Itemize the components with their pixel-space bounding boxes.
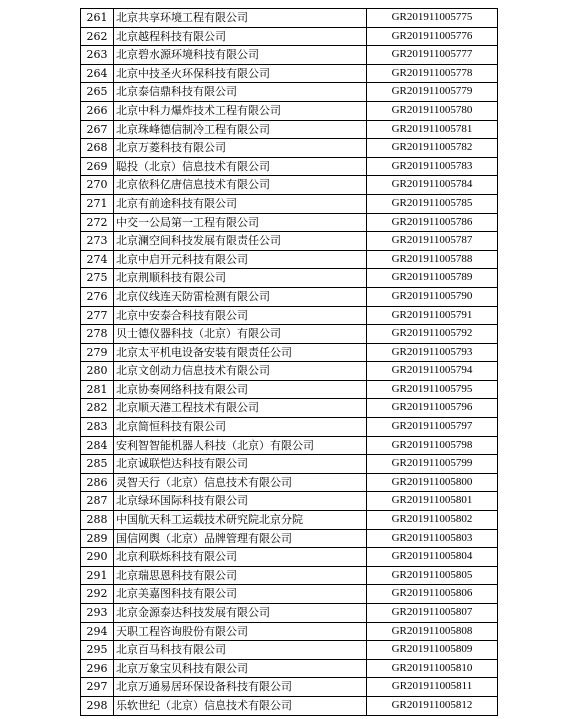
certificate-number: GR201911005776 (367, 27, 498, 46)
row-number: 262 (81, 27, 114, 46)
certificate-number: GR201911005786 (367, 213, 498, 232)
company-name: 北京共享环境工程有限公司 (114, 9, 367, 28)
table-row (81, 548, 498, 567)
certificate-number: GR201911005807 (367, 604, 498, 623)
row-number: 279 (81, 343, 114, 362)
company-name: 北京中安泰合科技有限公司 (114, 306, 367, 325)
table-row (81, 101, 498, 120)
table-row (81, 641, 498, 660)
table-row (81, 46, 498, 65)
table-row (81, 473, 498, 492)
certificate-number: GR201911005780 (367, 101, 498, 120)
row-number: 273 (81, 232, 114, 251)
certificate-number: GR201911005788 (367, 250, 498, 269)
company-name: 北京中技圣火环保科技有限公司 (114, 64, 367, 83)
table-body (81, 9, 498, 716)
certificate-number: GR201911005787 (367, 232, 498, 251)
company-name: 北京依科亿唐信息技术有限公司 (114, 176, 367, 195)
row-number: 295 (81, 641, 114, 660)
certificate-number: GR201911005805 (367, 566, 498, 585)
company-name: 北京万菱科技有限公司 (114, 139, 367, 158)
certificate-number: GR201911005809 (367, 641, 498, 660)
table-row (81, 232, 498, 251)
table-row (81, 696, 498, 715)
certificate-number: GR201911005782 (367, 139, 498, 158)
certificate-number: GR201911005800 (367, 473, 498, 492)
row-number: 274 (81, 250, 114, 269)
certificate-number: GR201911005778 (367, 64, 498, 83)
table-row (81, 380, 498, 399)
row-number: 278 (81, 325, 114, 344)
company-registry-table (80, 8, 498, 716)
company-name: 聪投（北京）信息技术有限公司 (114, 157, 367, 176)
company-name: 北京美嘉图科技有限公司 (114, 585, 367, 604)
certificate-number: GR201911005799 (367, 455, 498, 474)
table-row (81, 176, 498, 195)
certificate-number: GR201911005804 (367, 548, 498, 567)
certificate-number: GR201911005790 (367, 287, 498, 306)
table-row (81, 622, 498, 641)
table-row (81, 27, 498, 46)
row-number: 280 (81, 362, 114, 381)
table-row (81, 120, 498, 139)
table-row (81, 566, 498, 585)
table-row (81, 287, 498, 306)
company-name: 北京碧水源环境科技有限公司 (114, 46, 367, 65)
company-name: 北京百马科技有限公司 (114, 641, 367, 660)
row-number: 288 (81, 511, 114, 530)
row-number: 271 (81, 194, 114, 213)
row-number: 275 (81, 269, 114, 288)
certificate-number: GR201911005779 (367, 83, 498, 102)
company-name: 北京荆顺科技有限公司 (114, 269, 367, 288)
row-number: 266 (81, 101, 114, 120)
company-name: 中国航天科工运载技术研究院北京分院 (114, 511, 367, 530)
row-number: 294 (81, 622, 114, 641)
row-number: 268 (81, 139, 114, 158)
row-number: 292 (81, 585, 114, 604)
row-number: 284 (81, 436, 114, 455)
table-row (81, 213, 498, 232)
certificate-number: GR201911005793 (367, 343, 498, 362)
row-number: 286 (81, 473, 114, 492)
company-name: 安利智智能机器人科技（北京）有限公司 (114, 436, 367, 455)
certificate-number: GR201911005783 (367, 157, 498, 176)
certificate-number: GR201911005795 (367, 380, 498, 399)
company-name: 北京诚联恺达科技有限公司 (114, 455, 367, 474)
table-row (81, 511, 498, 530)
company-name: 北京简恒科技有限公司 (114, 418, 367, 437)
table-row (81, 436, 498, 455)
company-name: 北京文创动力信息技术有限公司 (114, 362, 367, 381)
table-row (81, 83, 498, 102)
company-name: 北京澜空间科技发展有限责任公司 (114, 232, 367, 251)
certificate-number: GR201911005810 (367, 659, 498, 678)
row-number: 269 (81, 157, 114, 176)
row-number: 291 (81, 566, 114, 585)
table-row (81, 659, 498, 678)
table-row (81, 399, 498, 418)
certificate-number: GR201911005777 (367, 46, 498, 65)
certificate-number: GR201911005806 (367, 585, 498, 604)
table-row (81, 343, 498, 362)
table-row (81, 455, 498, 474)
row-number: 287 (81, 492, 114, 511)
certificate-number: GR201911005792 (367, 325, 498, 344)
company-name: 北京有前途科技有限公司 (114, 194, 367, 213)
table-row (81, 269, 498, 288)
row-number: 264 (81, 64, 114, 83)
company-name: 北京中启开元科技有限公司 (114, 250, 367, 269)
row-number: 276 (81, 287, 114, 306)
row-number: 270 (81, 176, 114, 195)
row-number: 272 (81, 213, 114, 232)
certificate-number: GR201911005811 (367, 678, 498, 697)
table-row (81, 585, 498, 604)
row-number: 277 (81, 306, 114, 325)
table-row (81, 492, 498, 511)
row-number: 267 (81, 120, 114, 139)
certificate-number: GR201911005801 (367, 492, 498, 511)
row-number: 263 (81, 46, 114, 65)
certificate-number: GR201911005796 (367, 399, 498, 418)
table-row (81, 64, 498, 83)
certificate-number: GR201911005812 (367, 696, 498, 715)
company-name: 贝士德仪器科技（北京）有限公司 (114, 325, 367, 344)
row-number: 282 (81, 399, 114, 418)
company-name: 乐软世纪（北京）信息技术有限公司 (114, 696, 367, 715)
company-name: 北京万象宝贝科技有限公司 (114, 659, 367, 678)
certificate-number: GR201911005798 (367, 436, 498, 455)
table-row (81, 194, 498, 213)
table-row (81, 139, 498, 158)
certificate-number: GR201911005808 (367, 622, 498, 641)
certificate-number: GR201911005803 (367, 529, 498, 548)
company-name: 北京万通易居环保设备科技有限公司 (114, 678, 367, 697)
company-name: 中交一公局第一工程有限公司 (114, 213, 367, 232)
row-number: 298 (81, 696, 114, 715)
table-row (81, 306, 498, 325)
certificate-number: GR201911005785 (367, 194, 498, 213)
row-number: 296 (81, 659, 114, 678)
company-name: 北京仪线连天防雷检测有限公司 (114, 287, 367, 306)
table-row (81, 529, 498, 548)
certificate-number: GR201911005784 (367, 176, 498, 195)
row-number: 261 (81, 9, 114, 28)
certificate-number: GR201911005794 (367, 362, 498, 381)
row-number: 283 (81, 418, 114, 437)
company-name: 北京利联烁科技有限公司 (114, 548, 367, 567)
table-row (81, 250, 498, 269)
certificate-number: GR201911005789 (367, 269, 498, 288)
company-name: 北京太平机电设备安装有限责任公司 (114, 343, 367, 362)
certificate-number: GR201911005802 (367, 511, 498, 530)
row-number: 297 (81, 678, 114, 697)
table-row (81, 418, 498, 437)
certificate-number: GR201911005781 (367, 120, 498, 139)
row-number: 290 (81, 548, 114, 567)
certificate-number: GR201911005797 (367, 418, 498, 437)
company-name: 灵智天行（北京）信息技术有限公司 (114, 473, 367, 492)
company-name: 北京金源泰达科技发展有限公司 (114, 604, 367, 623)
row-number: 293 (81, 604, 114, 623)
company-name: 北京瑞思恩科技有限公司 (114, 566, 367, 585)
row-number: 285 (81, 455, 114, 474)
row-number: 289 (81, 529, 114, 548)
company-name: 北京越程科技有限公司 (114, 27, 367, 46)
row-number: 265 (81, 83, 114, 102)
company-name: 北京泰信鼎科技有限公司 (114, 83, 367, 102)
row-number: 281 (81, 380, 114, 399)
company-name: 北京珠峰德信制冷工程有限公司 (114, 120, 367, 139)
certificate-number: GR201911005791 (367, 306, 498, 325)
table-row (81, 604, 498, 623)
certificate-number: GR201911005775 (367, 9, 498, 28)
company-name: 北京绿环国际科技有限公司 (114, 492, 367, 511)
company-name: 北京中科力爆炸技术工程有限公司 (114, 101, 367, 120)
company-name: 北京顺天港工程技术有限公司 (114, 399, 367, 418)
table-row (81, 157, 498, 176)
table-row (81, 678, 498, 697)
table-row (81, 325, 498, 344)
company-name: 北京协奏网络科技有限公司 (114, 380, 367, 399)
company-name: 天职工程咨询股份有限公司 (114, 622, 367, 641)
table-row (81, 362, 498, 381)
table-row (81, 9, 498, 28)
company-name: 国信网舆（北京）品牌管理有限公司 (114, 529, 367, 548)
